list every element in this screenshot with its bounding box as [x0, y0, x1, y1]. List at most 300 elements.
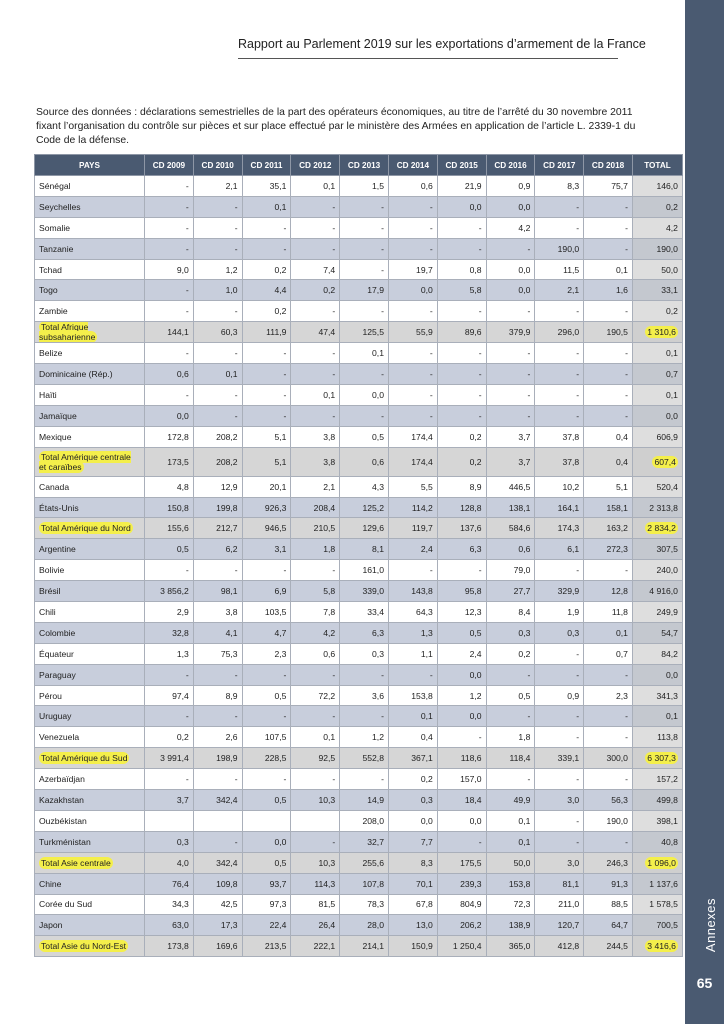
value-cell: 365,0 — [486, 936, 535, 957]
value-cell: 32,7 — [340, 831, 389, 852]
value-cell: 0,2 — [486, 643, 535, 664]
value-cell: 206,2 — [437, 915, 486, 936]
value-cell: - — [486, 343, 535, 364]
value-cell: 163,2 — [584, 518, 633, 539]
total-cell: 190,0 — [632, 238, 682, 259]
country-cell: Jamaïque — [35, 405, 145, 426]
value-cell: 208,4 — [291, 497, 340, 518]
table-total-row — [35, 447, 683, 476]
column-header: CD 2017 — [535, 155, 584, 176]
value-cell: 210,5 — [291, 518, 340, 539]
value-cell: - — [193, 343, 242, 364]
value-cell: - — [437, 343, 486, 364]
table-row — [35, 385, 683, 406]
column-header: CD 2011 — [242, 155, 291, 176]
table-row — [35, 602, 683, 623]
value-cell: 150,8 — [145, 497, 194, 518]
value-cell: - — [388, 238, 437, 259]
value-cell: 2,1 — [193, 176, 242, 197]
value-cell: 0,6 — [388, 176, 437, 197]
value-cell: 198,9 — [193, 748, 242, 769]
value-cell: 67,8 — [388, 894, 437, 915]
value-cell: - — [340, 217, 389, 238]
value-cell: 1,3 — [388, 622, 437, 643]
value-cell: - — [291, 560, 340, 581]
value-cell: - — [535, 405, 584, 426]
value-cell: 2,1 — [535, 280, 584, 301]
value-cell: 7,4 — [291, 259, 340, 280]
value-cell: 33,4 — [340, 602, 389, 623]
country-cell: Ouzbékistan — [35, 810, 145, 831]
value-cell: 199,8 — [193, 497, 242, 518]
value-cell: 89,6 — [437, 322, 486, 343]
value-cell: 0,4 — [584, 447, 633, 476]
value-cell: - — [193, 664, 242, 685]
value-cell: 114,3 — [291, 873, 340, 894]
value-cell: 1,8 — [291, 539, 340, 560]
country-cell: Corée du Sud — [35, 894, 145, 915]
value-cell: - — [584, 727, 633, 748]
value-cell: 1,8 — [486, 727, 535, 748]
value-cell: 173,8 — [145, 936, 194, 957]
value-cell: 1,2 — [437, 685, 486, 706]
value-cell: - — [437, 238, 486, 259]
value-cell: 6,2 — [193, 539, 242, 560]
value-cell: - — [388, 664, 437, 685]
country-cell — [35, 852, 145, 873]
value-cell: 0,1 — [584, 622, 633, 643]
value-cell: 81,5 — [291, 894, 340, 915]
value-cell: 255,6 — [340, 852, 389, 873]
value-cell: 144,1 — [145, 322, 194, 343]
value-cell: 153,8 — [388, 685, 437, 706]
value-cell: 143,8 — [388, 581, 437, 602]
table-total-row — [35, 518, 683, 539]
value-cell: 1 250,4 — [437, 936, 486, 957]
value-cell: 169,6 — [193, 936, 242, 957]
value-cell: 21,9 — [437, 176, 486, 197]
value-cell: - — [340, 301, 389, 322]
value-cell: - — [437, 560, 486, 581]
table-row — [35, 831, 683, 852]
value-cell: 161,0 — [340, 560, 389, 581]
value-cell: - — [486, 769, 535, 790]
country-cell: Zambie — [35, 301, 145, 322]
country-cell: Haïti — [35, 385, 145, 406]
value-cell: 13,0 — [388, 915, 437, 936]
table-row — [35, 810, 683, 831]
table-row — [35, 405, 683, 426]
value-cell: 367,1 — [388, 748, 437, 769]
value-cell: - — [242, 664, 291, 685]
value-cell: 4,4 — [242, 280, 291, 301]
value-cell: 173,5 — [145, 447, 194, 476]
table-row — [35, 364, 683, 385]
value-cell: 4,3 — [340, 476, 389, 497]
total-cell: 113,8 — [632, 727, 682, 748]
value-cell: 55,9 — [388, 322, 437, 343]
value-cell: 0,0 — [437, 810, 486, 831]
table-row — [35, 685, 683, 706]
value-cell: - — [242, 560, 291, 581]
value-cell: - — [340, 664, 389, 685]
value-cell: - — [535, 364, 584, 385]
value-cell: - — [291, 769, 340, 790]
total-cell: 0,1 — [632, 343, 682, 364]
value-cell: 155,6 — [145, 518, 194, 539]
country-cell: Venezuela — [35, 727, 145, 748]
value-cell: 190,0 — [535, 238, 584, 259]
value-cell: 78,3 — [340, 894, 389, 915]
table-row — [35, 476, 683, 497]
value-cell: 49,9 — [486, 790, 535, 811]
value-cell: - — [584, 238, 633, 259]
country-cell: Uruguay — [35, 706, 145, 727]
value-cell: - — [584, 706, 633, 727]
value-cell: - — [535, 706, 584, 727]
total-cell: 33,1 — [632, 280, 682, 301]
value-cell: - — [535, 643, 584, 664]
country-cell: Chili — [35, 602, 145, 623]
column-header: CD 2009 — [145, 155, 194, 176]
value-cell: 926,3 — [242, 497, 291, 518]
value-cell — [193, 810, 242, 831]
value-cell: 118,4 — [486, 748, 535, 769]
country-cell — [35, 748, 145, 769]
value-cell: 0,2 — [291, 280, 340, 301]
value-cell: 2,4 — [388, 539, 437, 560]
table-row — [35, 217, 683, 238]
value-cell: 0,2 — [242, 259, 291, 280]
value-cell: 0,6 — [340, 447, 389, 476]
value-cell: - — [193, 301, 242, 322]
value-cell: 118,6 — [437, 748, 486, 769]
value-cell: 79,0 — [486, 560, 535, 581]
value-cell: - — [193, 405, 242, 426]
country-cell: Japon — [35, 915, 145, 936]
value-cell: 3,6 — [340, 685, 389, 706]
value-cell: 0,3 — [145, 831, 194, 852]
value-cell: 17,3 — [193, 915, 242, 936]
value-cell: 3,8 — [291, 447, 340, 476]
value-cell: 2,3 — [584, 685, 633, 706]
value-cell: - — [145, 385, 194, 406]
value-cell: 76,4 — [145, 873, 194, 894]
total-cell: 520,4 — [632, 476, 682, 497]
value-cell: 208,0 — [340, 810, 389, 831]
value-cell: - — [486, 301, 535, 322]
value-cell: - — [535, 385, 584, 406]
value-cell: - — [437, 385, 486, 406]
value-cell: 56,3 — [584, 790, 633, 811]
value-cell: 0,5 — [242, 685, 291, 706]
total-cell: 0,7 — [632, 364, 682, 385]
value-cell: 37,8 — [535, 447, 584, 476]
value-cell: 946,5 — [242, 518, 291, 539]
value-cell: - — [535, 810, 584, 831]
value-cell: 0,0 — [437, 664, 486, 685]
value-cell: 3,7 — [145, 790, 194, 811]
value-cell: 5,1 — [584, 476, 633, 497]
column-header-pays: PAYS — [35, 155, 145, 176]
table-row — [35, 643, 683, 664]
table-row — [35, 539, 683, 560]
value-cell: - — [535, 560, 584, 581]
value-cell: 211,0 — [535, 894, 584, 915]
value-cell: - — [486, 664, 535, 685]
value-cell: 0,5 — [437, 622, 486, 643]
value-cell: - — [340, 769, 389, 790]
value-cell: 6,3 — [437, 539, 486, 560]
value-cell: 138,9 — [486, 915, 535, 936]
value-cell: 8,3 — [535, 176, 584, 197]
total-cell — [632, 518, 682, 539]
value-cell: 208,2 — [193, 426, 242, 447]
value-cell: 63,0 — [145, 915, 194, 936]
value-cell: 0,3 — [340, 643, 389, 664]
value-cell: - — [291, 217, 340, 238]
value-cell: - — [584, 831, 633, 852]
value-cell: 190,5 — [584, 322, 633, 343]
table-total-row — [35, 748, 683, 769]
table-total-row — [35, 852, 683, 873]
value-cell: 9,0 — [145, 259, 194, 280]
highlight-mark: 607,4 — [654, 456, 676, 467]
value-cell: 4,0 — [145, 852, 194, 873]
country-cell — [35, 936, 145, 957]
value-cell: 11,5 — [535, 259, 584, 280]
value-cell: 95,8 — [437, 581, 486, 602]
value-cell: 27,7 — [486, 581, 535, 602]
value-cell: 1,6 — [584, 280, 633, 301]
value-cell: - — [535, 831, 584, 852]
table-row — [35, 497, 683, 518]
value-cell: 138,1 — [486, 497, 535, 518]
value-cell: 2,3 — [242, 643, 291, 664]
country-cell: Argentine — [35, 539, 145, 560]
country-cell: Turkménistan — [35, 831, 145, 852]
value-cell: 0,1 — [193, 364, 242, 385]
total-cell — [632, 748, 682, 769]
value-cell: 4,8 — [145, 476, 194, 497]
table-row — [35, 622, 683, 643]
value-cell: - — [242, 238, 291, 259]
value-cell: 164,1 — [535, 497, 584, 518]
country-cell: Tchad — [35, 259, 145, 280]
column-header: CD 2016 — [486, 155, 535, 176]
value-cell: 300,0 — [584, 748, 633, 769]
value-cell: 1,1 — [388, 643, 437, 664]
value-cell: - — [437, 405, 486, 426]
value-cell: - — [291, 196, 340, 217]
highlight-mark: 2 834,2 — [647, 523, 676, 534]
value-cell: 339,1 — [535, 748, 584, 769]
value-cell: 157,0 — [437, 769, 486, 790]
value-cell: 34,3 — [145, 894, 194, 915]
value-cell: 150,9 — [388, 936, 437, 957]
value-cell: 12,3 — [437, 602, 486, 623]
value-cell: - — [145, 706, 194, 727]
value-cell: 0,7 — [584, 643, 633, 664]
value-cell: - — [193, 831, 242, 852]
value-cell: 0,1 — [486, 831, 535, 852]
value-cell: 0,2 — [437, 447, 486, 476]
value-cell: - — [437, 831, 486, 852]
value-cell: 75,3 — [193, 643, 242, 664]
total-cell: 0,2 — [632, 196, 682, 217]
value-cell: - — [584, 385, 633, 406]
table-header-row — [35, 155, 683, 176]
value-cell: 70,1 — [388, 873, 437, 894]
value-cell: - — [193, 769, 242, 790]
country-cell: Brésil — [35, 581, 145, 602]
value-cell: 10,3 — [291, 852, 340, 873]
value-cell: 35,1 — [242, 176, 291, 197]
value-cell: 0,1 — [486, 810, 535, 831]
value-cell: 339,0 — [340, 581, 389, 602]
total-cell: 307,5 — [632, 539, 682, 560]
value-cell: 0,0 — [437, 196, 486, 217]
value-cell: 12,8 — [584, 581, 633, 602]
value-cell: 222,1 — [291, 936, 340, 957]
value-cell: - — [242, 706, 291, 727]
value-cell: 1,2 — [193, 259, 242, 280]
value-cell: 174,4 — [388, 426, 437, 447]
table-row — [35, 176, 683, 197]
value-cell: - — [291, 664, 340, 685]
page-header-title: Rapport au Parlement 2019 sur les exportations d’armement de la France — [238, 37, 646, 51]
column-header: CD 2012 — [291, 155, 340, 176]
value-cell: 125,2 — [340, 497, 389, 518]
country-cell — [35, 447, 145, 476]
value-cell: 0,0 — [242, 831, 291, 852]
value-cell: - — [535, 664, 584, 685]
total-cell: 0,0 — [632, 405, 682, 426]
value-cell: 213,5 — [242, 936, 291, 957]
value-cell: 88,5 — [584, 894, 633, 915]
total-cell — [632, 852, 682, 873]
value-cell: - — [145, 664, 194, 685]
value-cell: 98,1 — [193, 581, 242, 602]
value-cell: - — [388, 343, 437, 364]
value-cell: 208,2 — [193, 447, 242, 476]
value-cell: 119,7 — [388, 518, 437, 539]
value-cell — [291, 810, 340, 831]
total-cell: 606,9 — [632, 426, 682, 447]
value-cell: - — [584, 364, 633, 385]
value-cell: - — [584, 217, 633, 238]
value-cell: 0,2 — [242, 301, 291, 322]
value-cell: 158,1 — [584, 497, 633, 518]
value-cell: - — [486, 706, 535, 727]
country-cell: Paraguay — [35, 664, 145, 685]
total-cell: 146,0 — [632, 176, 682, 197]
total-cell: 2 313,8 — [632, 497, 682, 518]
total-cell: 40,8 — [632, 831, 682, 852]
value-cell: 804,9 — [437, 894, 486, 915]
value-cell: - — [340, 196, 389, 217]
column-header: CD 2015 — [437, 155, 486, 176]
value-cell: 0,1 — [242, 196, 291, 217]
value-cell: - — [584, 301, 633, 322]
highlight-mark: Total Asie du Nord-Est — [41, 941, 127, 952]
page-number: 65 — [696, 975, 713, 991]
value-cell: 26,4 — [291, 915, 340, 936]
country-cell — [35, 322, 145, 343]
value-cell: - — [242, 343, 291, 364]
value-cell: 2,4 — [437, 643, 486, 664]
value-cell: 0,6 — [291, 643, 340, 664]
country-cell: Kazakhstan — [35, 790, 145, 811]
total-cell: 700,5 — [632, 915, 682, 936]
value-cell: 0,5 — [340, 426, 389, 447]
value-cell: - — [437, 301, 486, 322]
value-cell: - — [584, 196, 633, 217]
table-row — [35, 727, 683, 748]
table-row — [35, 581, 683, 602]
value-cell: 0,0 — [145, 405, 194, 426]
value-cell: - — [388, 196, 437, 217]
table-row — [35, 790, 683, 811]
value-cell: 10,2 — [535, 476, 584, 497]
total-cell: 240,0 — [632, 560, 682, 581]
value-cell: - — [388, 364, 437, 385]
value-cell: 296,0 — [535, 322, 584, 343]
table-row — [35, 238, 683, 259]
value-cell: 3 991,4 — [145, 748, 194, 769]
table-row — [35, 426, 683, 447]
value-cell: 0,0 — [388, 280, 437, 301]
value-cell: - — [291, 831, 340, 852]
country-cell: Colombie — [35, 622, 145, 643]
table-row — [35, 915, 683, 936]
value-cell: - — [486, 364, 535, 385]
value-cell: 5,5 — [388, 476, 437, 497]
value-cell: - — [584, 664, 633, 685]
value-cell: 214,1 — [340, 936, 389, 957]
value-cell: 3,7 — [486, 447, 535, 476]
country-cell: Belize — [35, 343, 145, 364]
value-cell: 4,2 — [291, 622, 340, 643]
total-cell — [632, 936, 682, 957]
value-cell: 4,1 — [193, 622, 242, 643]
table-row — [35, 301, 683, 322]
value-cell: 91,3 — [584, 873, 633, 894]
value-cell: - — [291, 405, 340, 426]
table-row — [35, 706, 683, 727]
value-cell: 107,5 — [242, 727, 291, 748]
value-cell: 4,2 — [486, 217, 535, 238]
value-cell: 3,0 — [535, 790, 584, 811]
value-cell: 19,7 — [388, 259, 437, 280]
value-cell: 0,1 — [388, 706, 437, 727]
value-cell — [145, 810, 194, 831]
highlight-mark: Total Afrique subsaharienne — [39, 322, 96, 343]
value-cell: - — [486, 238, 535, 259]
value-cell: - — [145, 280, 194, 301]
highlight-mark: 6 307,3 — [647, 753, 676, 764]
value-cell: 0,2 — [388, 769, 437, 790]
total-cell: 84,2 — [632, 643, 682, 664]
value-cell: 0,1 — [340, 343, 389, 364]
value-cell: 3,7 — [486, 426, 535, 447]
value-cell: 0,8 — [437, 259, 486, 280]
total-cell: 249,9 — [632, 602, 682, 623]
value-cell: 0,0 — [486, 196, 535, 217]
value-cell: 0,4 — [388, 727, 437, 748]
value-cell: 172,8 — [145, 426, 194, 447]
value-cell: - — [535, 727, 584, 748]
